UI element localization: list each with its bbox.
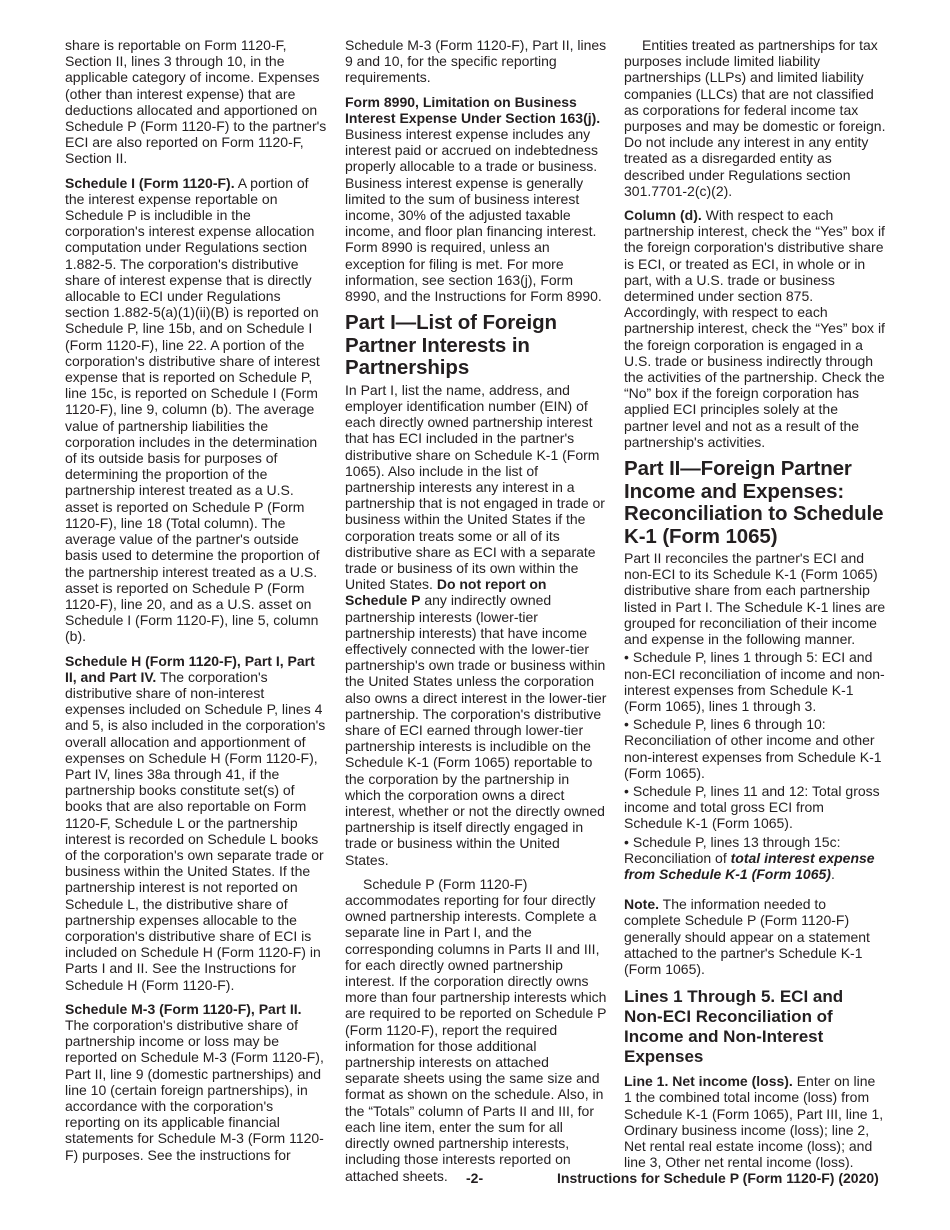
bullet-icon: • bbox=[624, 716, 629, 733]
paragraph: Entities treated as partnerships for tax purposes include limited liability partnerships (LLPs) and limited liability companies (LLCs) that are not classified as corporations for federal income tax purposes and may be domestic or foreign. Do not include any interest in any entity treated as a disregarded entity as described under Regulations section 301.7701-2(c)(2). bbox=[624, 37, 886, 199]
footer-title: Instructions for Schedule P (Form 1120-F) (2020) bbox=[557, 1170, 879, 1186]
list-item: • Schedule P, lines 13 through 15c: Reconciliation of total interest expense from Schedule K-1 (Form 1065). bbox=[624, 833, 875, 882]
section-heading-lines-1-5: Lines 1 Through 5. ECI and Non-ECI Reconciliation of Income and Non-Interest Expenses bbox=[624, 987, 844, 1067]
note: Note. The information needed to complete Schedule P (Form 1120-F) generally should appear on a statement attached to the partner's Schedule K-1 (Form 1065). bbox=[624, 896, 870, 977]
paragraph-heading: Line 1. Net income (loss). bbox=[624, 1073, 793, 1090]
list-item: • Schedule P, lines 11 and 12: Total gross income and total gross ECI from Schedule K-1 (Form 1065). bbox=[624, 782, 880, 832]
paragraph-heading: Schedule H (Form 1120-F), Part I, Part II, and Part IV. bbox=[65, 652, 315, 685]
paragraph-schedule-m3: Schedule M-3 (Form 1120-F), Part II. The corporation's distributive share of partnership income or loss may be reported on Schedule M-3 (Form 1120-F), Part II, line 9 (domestic partnerships) and line 10 (certain foreign partnerships), in accordance with the corporation's reporting on its applicable financial statements for Schedule M-3 (Form 1120-F) purposes. See the instructions for bbox=[65, 1000, 324, 1163]
list-item: • Schedule P, lines 6 through 10: Reconciliation of other income and other non-interest expenses from Schedule K-1 (Form 1065). bbox=[624, 716, 882, 781]
section-heading-part-2: Part II—Foreign Partner Income and Expenses: Reconciliation to Schedule K-1 (Form 1065) bbox=[624, 457, 884, 548]
paragraph-heading: Schedule M-3 (Form 1120-F), Part II. bbox=[65, 1000, 302, 1017]
paragraph-heading: Form 8990, Limitation on Business Interest Expense Under Section 163(j). bbox=[345, 93, 601, 126]
list-item: • Schedule P, lines 1 through 5: ECI and non-ECI reconciliation of income and non-interest expenses from Schedule K-1 (Form 1065), lines 1 through 3. bbox=[624, 649, 885, 714]
column-2 bbox=[345, 37, 607, 1192]
bullet-icon: • bbox=[624, 833, 629, 850]
paragraph-heading: Column (d). bbox=[624, 207, 702, 224]
paragraph-heading: Schedule I (Form 1120-F). bbox=[65, 174, 235, 191]
column-3 bbox=[624, 37, 886, 1178]
paragraph-schedule-h: Schedule H (Form 1120-F), Part I, Part II, and Part IV. The corporation's distributive share of non-interest expenses included on Schedule P, lines 4 and 5, is also included in the corporation's overall allocation and apportionment of expenses on Schedule H (Form 1120-F), Part IV, lines 38a through 41, if the partnership books constitute set(s) of books that are also reportable on Form 1120-F, Schedule L or the partnership interest is recorded on Schedule L books of the corporation's own separate trade or business within the United States. If the partnership interest is not reported on Schedule L, the distributive share of partnership expenses allocable to the corporation's distributive share of ECI is included on Schedule H (Form 1120-F) in Parts I and II. See the Instructions for Schedule H (Form 1120-F). bbox=[65, 652, 326, 993]
paragraph-schedule-i: Schedule I (Form 1120-F). A portion of the interest expense reportable on Schedule P is includible in the corporation's interest expense allocation computation under Regulations section 1.882-5. The corporation's distributive share of interest expense that is directly allocable to ECI under Regulations section 1.882-5(a)(1)(ii)(B) is reported on Schedule P, line 15b, and on Schedule I (Form 1120-F), line 22. A portion of the corporation's distributive share of interest expense that is reported on Schedule P, line 15c, is reported on Schedule I (Form 1120-F), line 9, column (b). The average value of partnership liabilities the corporation includes in the determination of its outside basis for purposes of determining the proportion of the partnership interest treated as a U.S. asset is reported on Schedule P (Form 1120-F), line 18 (Total column). The average value of the partner's outside basis used to determine the proportion of the partnership interest treated as a U.S. asset is reported on Schedule P (Form 1120-F), line 20, and as a U.S. asset on Schedule I (Form 1120-F), line 5, column (b). bbox=[65, 174, 320, 645]
bullet-icon: • bbox=[624, 649, 629, 666]
bullet-icon: • bbox=[624, 782, 629, 799]
paragraph: Part II reconciles the partner's ECI and non-ECI to its Schedule K-1 (Form 1065) distributive share from each partnership listed in Part I. The Schedule K-1 lines are grouped for reconciliation of their income and expense in the following manner. bbox=[624, 550, 886, 648]
paragraph: Schedule M-3 (Form 1120-F), Part II, lines 9 and 10, for the specific reporting requirements. bbox=[345, 37, 607, 86]
paragraph-form-8990: Form 8990, Limitation on Business Interest Expense Under Section 163(j). Business interest expense includes any interest paid or accrued on indebtedness properly allocable to a trade or business. Business interest expense is generally limited to the sum of business interest income, 30% of the adjusted taxable income, and floor plan financing interest. Form 8990 is required, unless an exception for filing is met. For more information, see section 163(j), Form 8990, and the Instructions for Form 8990. bbox=[345, 93, 602, 305]
column-1 bbox=[65, 37, 327, 1171]
page-number: -2- bbox=[466, 1170, 484, 1186]
note-heading: Note. bbox=[624, 896, 659, 913]
paragraph: Schedule P (Form 1120-F) accommodates reporting for four directly owned partnership interests. Complete a separate line in Part I, and the corresponding columns in Parts II and III, for each directly owned partnership interest. If the corporation directly owns more than four partnership interests which are required to be reported on Schedule P (Form 1120-F), report the required information for those additional partnership interests on attached separate sheets using the same size and format as shown on the schedule. Also, in the “Totals” column of Parts II and III, for each line item, enter the sum for all directly owned partnership interests, including those interests reported on attached sheets. bbox=[345, 875, 607, 1184]
paragraph-line-1: Line 1. Net income (loss). Enter on line 1 the combined total income (loss) from Schedule K-1 (Form 1065), Part III, line 1, Ordinary business income (loss); line 2, Net rental real estate income (loss); and line 3, Other net rental income (loss). bbox=[624, 1073, 884, 1171]
section-heading-part-1: Part I—List of Foreign Partner Interests in Partnerships bbox=[345, 311, 557, 380]
paragraph: share is reportable on Form 1120-F, Section II, lines 3 through 10, in the applicable category of income. Expenses (other than interest expense) that are deductions allocated and apportioned on Schedule P (Form 1120-F) to the partner's ECI are also reported on Form 1120-F, Section II. bbox=[65, 37, 327, 167]
paragraph-column-d: Column (d). With respect to each partnership interest, check the “Yes” box if the foreign corporation's distributive share is ECI, or treated as ECI, in whole or in part, with a U.S. trade or business determined under section 875. Accordingly, with respect to each partnership interest, check the “Yes” box if the foreign corporation is engaged in a U.S. trade or business indirectly through the activities of the partnership. Check the “No” box if the foreign corporation has applied ECI principles solely at the partner level and not as a result of the partnership's activities. bbox=[624, 207, 885, 450]
paragraph: In Part I, list the name, address, and employer identification number (EIN) of each directly owned partnership interest that has ECI included in the partner's distributive share on Schedule K-1 (Form 1065). Also include in the list of partnership interests any interest in a partnership that is not engaged in trade or business within the United States if the corporation treats some or all of its distributive share as ECI with a separate trade or business of its own within the United States. Do not report on Schedule P any indirectly owned partnership interests (lower-tier partnership interests) that have income effectively connected with the lower-tier partnership's own trade or business within the United States unless the corporation also owns a direct interest in the lower-tier partnership. The corporation's distributive share of ECI earned through lower-tier partnership interests is includible on the Schedule K-1 (Form 1065) reportable to the corporation by the partnership in which the corporation owns a direct interest, whether or not the directly owned partnership is itself directly engaged in trade or business within the United States. bbox=[345, 381, 607, 868]
